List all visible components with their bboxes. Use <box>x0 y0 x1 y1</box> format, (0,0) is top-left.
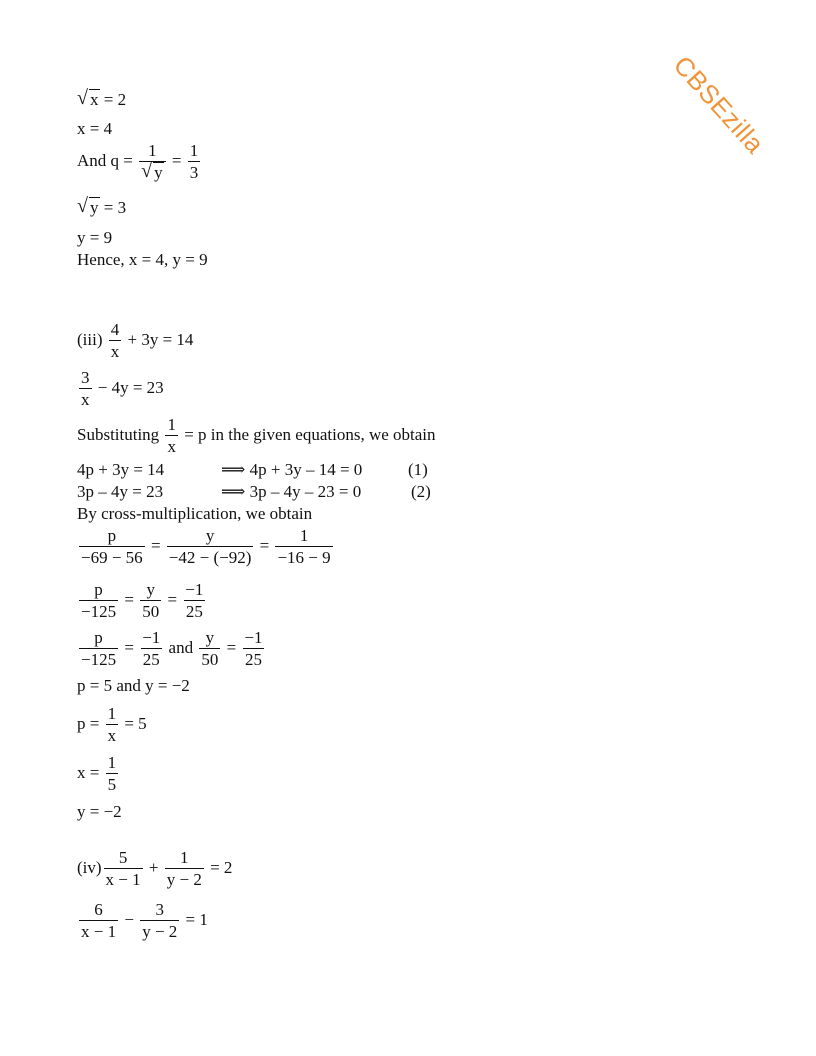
line-q-def: And q = 1 √ y = $\frac{1}{3}$ <box>77 141 199 182</box>
line-split-ratio: $\frac{p}{-125}$ = $\frac{-1}{25}$ and $\frac{y}{50}$ = $\frac{-1}{25}$ <box>81 628 263 669</box>
fraction: $\frac{1}{3}$ <box>189 141 199 182</box>
line-iii-eq2: $\frac{3}{x}$ − 4y = 23 <box>81 368 164 409</box>
line-iii-eq1: (iii) $\frac{4}{x}$ + 3y = 14 <box>77 320 194 361</box>
line-eq2: 3p – 4y = 23 ⟹ 3p – 4y – 23 = 0 (2) <box>77 482 431 501</box>
line-iv-eq2: $\frac{6}{x - 1}$ − $\frac{3}{y - 2}$ = 1 <box>81 900 208 941</box>
radical: √ x <box>77 87 99 109</box>
line-sqrt-y: √ y = 3 <box>77 195 127 217</box>
line-iv-eq1: (iv) $\frac{5}{x - 1}$ + $\frac{1}{y - 2}$ = 2 <box>77 848 233 889</box>
line-eq1: 4p + 3y = 14 ⟹ 4p + 3y – 14 = 0 (1) <box>77 460 428 479</box>
line-hence: Hence, x = 4, y = 9 <box>77 250 208 269</box>
line-y-9: y = 9 <box>77 228 113 247</box>
line-p-y-result: p = 5 and y = −2 <box>77 676 190 695</box>
line-simplified-ratio: $\frac{p}{-125}$ = $\frac{y}{50}$ = $\frac{-1}{25}$ <box>81 580 204 621</box>
line-sqrt-x: √ x = 2 <box>77 87 127 109</box>
line-x-4: x = 4 <box>77 119 113 138</box>
line-y-result: y = −2 <box>77 802 122 821</box>
line-cross-mult: By cross-multiplication, we obtain <box>77 504 313 523</box>
line-substituting: Substituting $\frac{1}{x}$ = p in the given equations, we obtain <box>77 415 436 456</box>
line-cross-ratio: $\frac{p}{-69 - 56}$ = $\frac{y}{-42 - (-92)}$ = $\frac{1}{-16 - 9}$ <box>81 526 331 567</box>
line-x-result: x = $\frac{1}{5}$ <box>77 753 117 794</box>
line-p-equals: p = $\frac{1}{x}$ = 5 <box>77 704 147 745</box>
fraction: 1 √ y <box>139 141 166 183</box>
watermark-logo: CBSEzilla <box>667 50 771 160</box>
